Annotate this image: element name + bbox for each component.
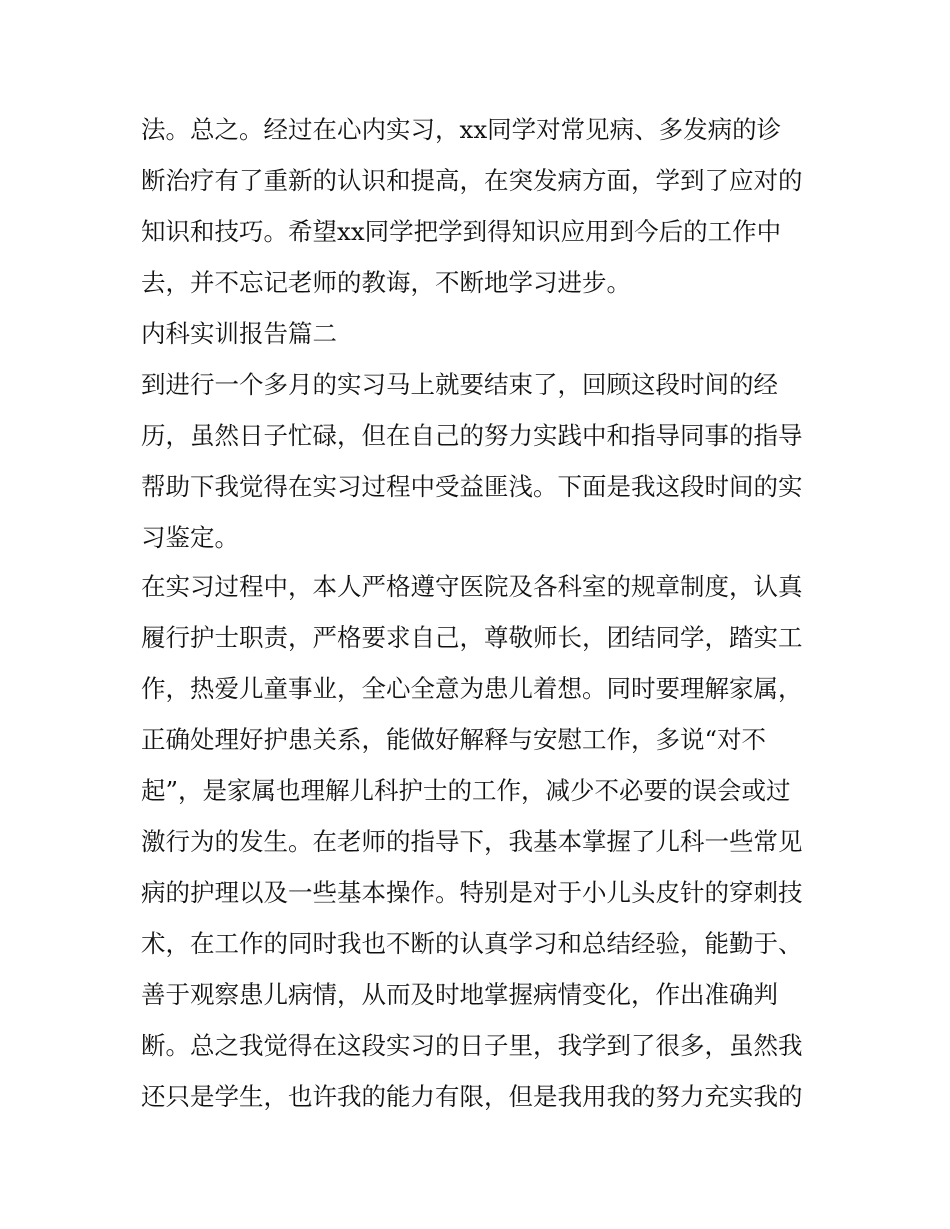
text-line: 激行为的发生。在老师的指导下，我基本掌握了儿科一些常见 (141, 827, 803, 856)
text-line: 还只是学生，也许我的能力有限，但是我用我的努力充实我的 (141, 1082, 803, 1111)
text-line: 断。总之我觉得在这段实习的日子里，我学到了很多，虽然我 (141, 1031, 803, 1060)
text-line: 到进行一个多月的实习马上就要结束了，回顾这段时间的经 (141, 370, 778, 399)
text-line: 断治疗有了重新的认识和提高，在突发病方面，学到了应对的 (141, 166, 803, 195)
text-line: 起”，是家属也理解儿科护士的工作，减少不必要的误会或过 (141, 776, 791, 805)
text-line: 历，虽然日子忙碌，但在自己的努力实践中和指导同事的指导 (141, 421, 803, 450)
text-line: 病的护理以及一些基本操作。特别是对于小儿头皮针的穿刺技 (141, 878, 803, 907)
text-line: 善于观察患儿病情，从而及时地掌握病情变化，作出准确判 (141, 980, 778, 1009)
text-line: 正确处理好护患关系，能做好解释与安慰工作，多说“对不 (141, 725, 767, 754)
text-line: 帮助下我觉得在实习过程中受益匪浅。下面是我这段时间的实 (141, 472, 803, 501)
text-line: 作，热爱儿童事业，全心全意为患儿着想。同时要理解家属， (141, 674, 803, 703)
text-line: 术，在工作的同时我也不断的认真学习和总结经验，能勤于、 (141, 929, 803, 958)
text-line: 习鉴定。 (141, 523, 239, 552)
text-line: 在实习过程中，本人严格遵守医院及各科室的规章制度，认真 (141, 572, 803, 601)
text-line: 知识和技巧。希望xx同学把学到得知识应用到今后的工作中 (141, 217, 782, 246)
text-line: 法。总之。经过在心内实习，xx同学对常见病、多发病的诊 (141, 115, 782, 144)
text-line: 去，并不忘记老师的教诲，不断地学习进步。 (141, 268, 631, 297)
text-line: 履行护士职责，严格要求自己，尊敬师长，团结同学，踏实工 (141, 623, 803, 652)
section-heading: 内科实训报告篇二 (141, 319, 337, 348)
